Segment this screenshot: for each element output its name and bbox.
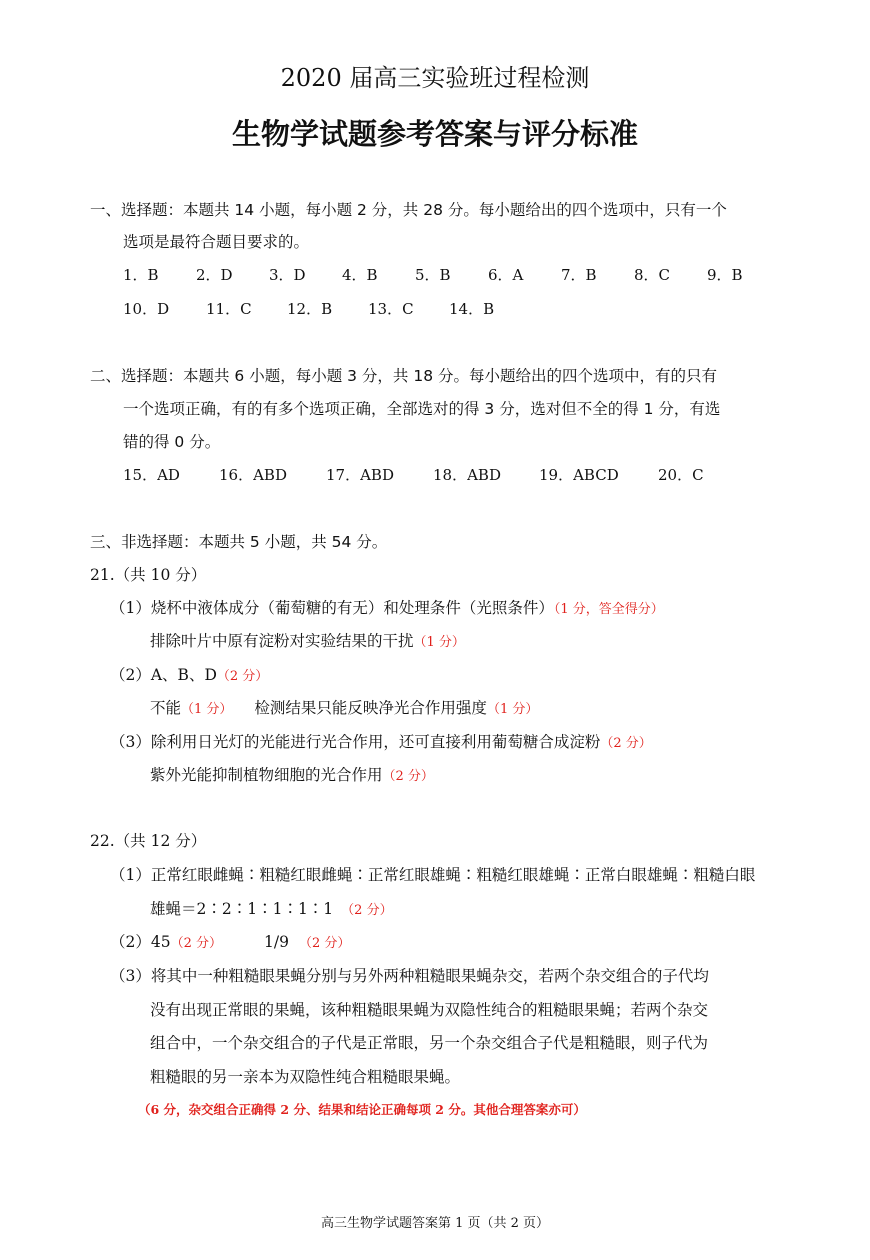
- answer-item: 7．B: [561, 266, 597, 284]
- q22-part1: （1）正常红眼雌蝇∶粗糙红眼雌蝇∶正常红眼雄蝇∶粗糙红眼雄蝇∶正常白眼雄蝇∶粗糙白眼: [110, 866, 756, 884]
- section3-heading: 三、非选择题：本题共 5 小题，共 54 分。: [90, 533, 388, 551]
- q22-part1-score: （2 分）: [341, 903, 393, 918]
- q21-part3-score: （2 分）: [600, 736, 652, 751]
- q21-part3-text: （3）除利用日光灯的光能进行光合作用，还可直接利用葡萄糖合成淀粉: [110, 733, 601, 751]
- q21-part1-score: （1 分，答全得分）: [553, 602, 664, 617]
- answer-item: 5．B: [415, 266, 451, 284]
- answer-item: 10．D: [123, 300, 170, 318]
- q21-part2b-score1: （1 分）: [181, 702, 233, 717]
- answer-item: 20．C: [658, 466, 704, 484]
- q22-part3-line2: 没有出现正常眼的果蝇，该种粗糙眼果蝇为双隐性纯合的粗糙眼果蝇；若两个杂交: [150, 1001, 709, 1019]
- answer-item: 18．ABD: [433, 466, 501, 484]
- answer-item: 2．D: [196, 266, 233, 284]
- answer-item: 15．AD: [123, 466, 180, 484]
- q21-part1b-text: 排除叶片中原有淀粉对实验结果的干扰: [150, 632, 414, 650]
- section2-heading: 二、选择题：本题共 6 小题，每小题 3 分，共 18 分。每小题给出的四个选项中，有的只有: [90, 367, 718, 385]
- q21-part2: [110, 663, 268, 685]
- q21-part2b-text2: 检测结果只能反映净光合作用强度: [254, 699, 487, 717]
- q21-part3b-text: 紫外光能抑制植物细胞的光合作用: [150, 766, 383, 784]
- q21-part2-score: （2 分）: [216, 669, 269, 684]
- q22-part2: [110, 930, 350, 952]
- q21-part2b-text1: 不能: [150, 699, 182, 717]
- q21-part1b: [150, 629, 465, 651]
- section1-heading-cont: 选项是最符合题目要求的。: [123, 233, 310, 251]
- q22-part3-line4: 粗糙眼的另一亲本为双隐性纯合粗糙眼果蝇。: [150, 1068, 461, 1086]
- q21-title: 21.（共 10 分）: [90, 566, 207, 584]
- answer-key-title: 生物学试题参考答案与评分标准: [231, 117, 638, 151]
- q21-part1b-score: （1 分）: [413, 635, 465, 650]
- section1-heading: 一、选择题：本题共 14 小题，每小题 2 分，共 28 分。每小题给出的四个选项中，只有一个: [90, 201, 727, 219]
- section2-heading-cont: 一个选项正确，有的有多个选项正确，全部选对的得 3 分，选对但不全的得 1 分，有选: [123, 400, 721, 418]
- answer-item: 4．B: [342, 266, 378, 284]
- q21-part2b: [150, 696, 538, 718]
- answer-item: 8．C: [634, 266, 671, 284]
- q21-part3b: [150, 763, 434, 785]
- q22-part2-text1: （2）45: [110, 933, 171, 951]
- section2-heading-cont2: 错的得 0 分。: [123, 433, 221, 451]
- q22-title: 22.（共 12 分）: [90, 832, 207, 850]
- q21-part1: [110, 596, 664, 618]
- answer-item: 16．ABD: [219, 466, 287, 484]
- q22-part2-text2: 1/9: [264, 933, 289, 951]
- section2-answers: [123, 464, 704, 485]
- q22-part3-line1: （3）将其中一种粗糙眼果蝇分别与另外两种粗糙眼果蝇杂交，若两个杂交组合的子代均: [110, 967, 709, 985]
- q21-part3b-score: （2 分）: [382, 769, 434, 784]
- answer-item: 19．ABCD: [539, 466, 619, 484]
- q21-part3: [110, 730, 652, 752]
- q22-part2-score2: （2 分）: [298, 936, 351, 951]
- q22-part2-score1: （2 分）: [170, 936, 222, 951]
- answer-item: 12．B: [287, 300, 333, 318]
- page-footer: 高三生物学试题答案第 1 页（共 2 页）: [320, 1216, 550, 1231]
- answer-item: 3．D: [269, 266, 306, 284]
- q22-scoring-note: （6 分，杂交组合正确得 2 分、结果和结论正确每项 2 分。其他合理答案亦可）: [138, 1102, 586, 1117]
- answer-item: 1．B: [123, 266, 159, 284]
- q22-part3-line3: 组合中，一个杂交组合的子代是正常眼，另一个杂交组合子代是粗糙眼，则子代为: [150, 1034, 709, 1052]
- q21-part2b-score2: （1 分）: [486, 702, 539, 717]
- answer-item: 14．B: [449, 300, 495, 318]
- answer-item: 9．B: [707, 266, 743, 284]
- answer-item: 11．C: [206, 300, 252, 318]
- q22-part1-ratio: 雄蝇＝2∶2∶1∶1∶1∶1: [150, 900, 334, 918]
- answer-item: 6．A: [488, 266, 524, 284]
- q21-part1-text: （1）烧杯中液体成分（葡萄糖的有无）和处理条件（光照条件）: [110, 599, 554, 617]
- section1-answers-row2: [123, 298, 494, 319]
- q22-part1-cont: [150, 897, 393, 919]
- section1-answers-row1: [123, 264, 743, 285]
- answer-item: 17．ABD: [326, 466, 394, 484]
- answer-item: 13．C: [368, 300, 414, 318]
- q21-part2-text: （2）A、B、D: [110, 666, 217, 684]
- exam-title: 2020 届高三实验班过程检测: [280, 64, 590, 92]
